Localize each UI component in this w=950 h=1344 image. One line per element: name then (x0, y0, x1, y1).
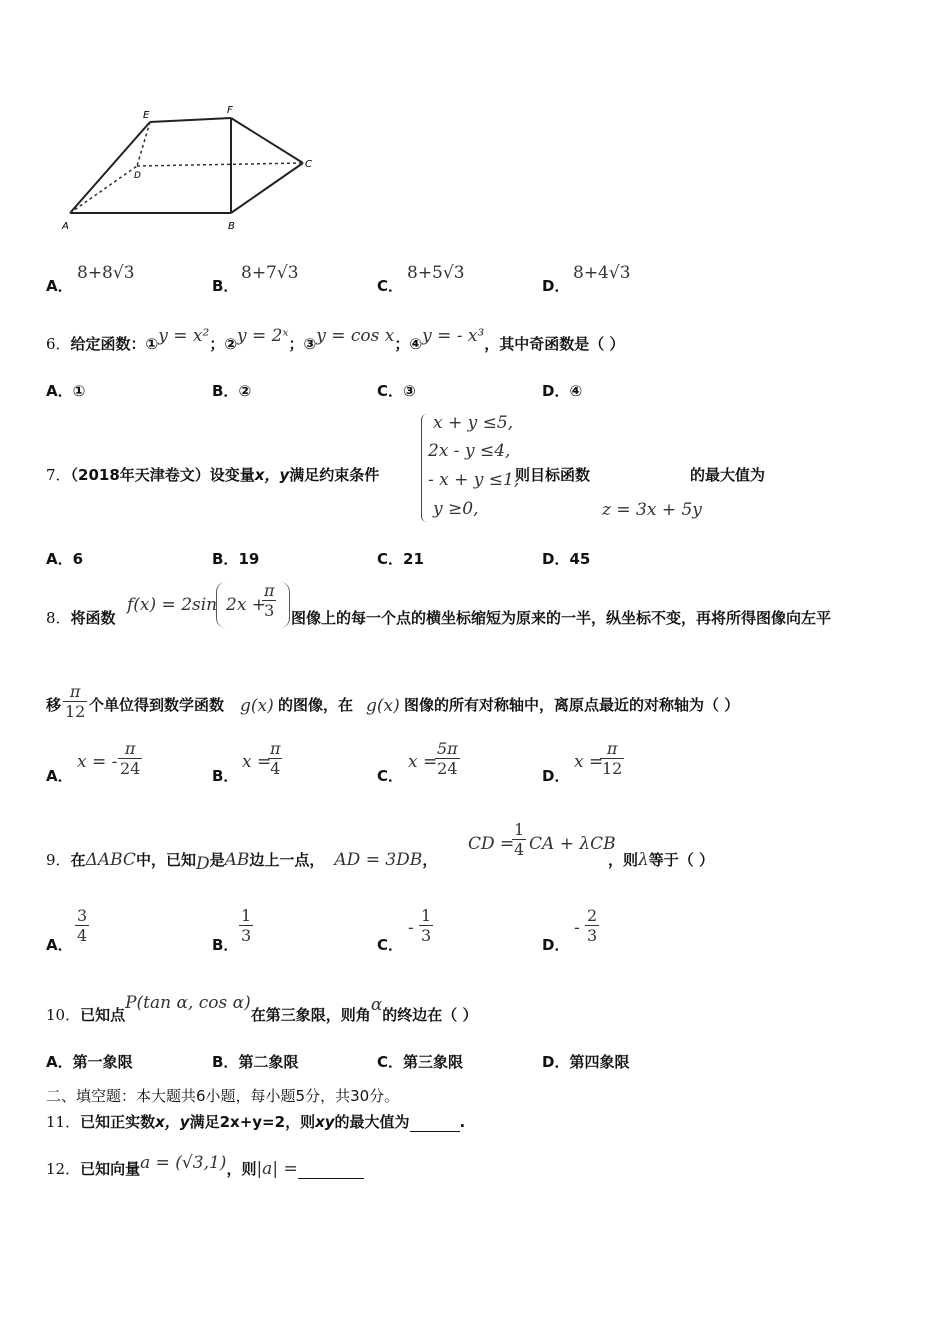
q8-option-c-frac: $\frac{5\pi}{24}$ (437, 739, 458, 778)
q12-number: 12． (46, 1160, 81, 1178)
q9-point-d: D (195, 854, 210, 874)
q6-option-a[interactable]: A．① (46, 382, 86, 400)
q6-sep-4: ；④ (394, 335, 423, 353)
q7-option-b[interactable]: B．19 (212, 550, 260, 568)
q8-option-c-letter[interactable]: C． (377, 767, 404, 785)
q5-option-c-expr: 8+5√3 (407, 263, 465, 283)
q9-text-3: 是 (209, 851, 225, 869)
question-10-stem (46, 993, 478, 1025)
q9-option-a-frac: $\frac{3}{4}$ (77, 906, 88, 945)
q11-condition: 2x+y=2 (219, 1113, 286, 1131)
q7-constraint-brace (421, 414, 428, 522)
q10-option-d[interactable]: D．第四象限 (542, 1053, 630, 1071)
q9-number: 9． (46, 851, 71, 869)
q10-option-a[interactable]: A．第一象限 (46, 1053, 133, 1071)
question-7-stem-a (46, 464, 379, 485)
q6-sep-2: ；② (209, 335, 238, 353)
q6-tail: ，其中奇函数是（ ） (484, 335, 625, 353)
figure-label-c: C (305, 159, 312, 170)
q6-option-c[interactable]: C．③ (377, 382, 416, 400)
figure-label-f: F (227, 105, 233, 116)
figure-label-e: E (143, 110, 150, 121)
figure-label-a: A (62, 221, 69, 232)
q10-option-c[interactable]: C．第三象限 (377, 1053, 464, 1071)
q9-eq-2-tail: CA + λCB (529, 834, 616, 854)
q9-text-6: 等于（ ） (648, 851, 715, 869)
q8-g-1: g(x) (240, 696, 274, 716)
q10-number: 10． (46, 1006, 81, 1024)
q11-text-2: 满足 (189, 1113, 220, 1131)
q7-text-3: 则目标函数 (515, 466, 591, 484)
q10-text-1: 已知点 (80, 1006, 126, 1024)
q8-option-d-lead: x = (574, 752, 604, 772)
q10-text-3: 的终边在（ ） (382, 1006, 478, 1024)
q7-constraint-1: x + y ≤5, (433, 413, 514, 433)
q7-constraint-3: - x + y ≤1, (428, 470, 520, 490)
q5-option-c-letter[interactable]: C． (377, 277, 404, 295)
q7-constraint-4: y ≥0, (433, 499, 479, 519)
q6-sep-3: ；③ (288, 335, 317, 353)
q8-option-b-frac: $\frac{\pi}{4}$ (270, 739, 281, 778)
q11-answer-blank[interactable] (410, 1115, 460, 1132)
q9-option-c-letter[interactable]: C． (377, 936, 404, 954)
q6-number: 6． (46, 335, 71, 353)
q9-eq-2-frac: $\frac{1}{4}$ (514, 820, 525, 859)
section-2-heading: 二、填空题：本大题共6小题，每小题5分，共30分。 (46, 1087, 400, 1105)
q9-text-2: 中，已知 (135, 851, 196, 869)
question-11-stem (46, 1111, 465, 1132)
q11-xy: xy (315, 1113, 335, 1131)
q5-option-d-expr: 8+4√3 (573, 263, 631, 283)
q10-point: P(tan α, cos α) (125, 993, 251, 1013)
q7-text-2: 满足约束条件 (289, 466, 380, 484)
q9-triangle: ΔABC (85, 850, 136, 870)
q8-shift-frac: $\frac{\pi}{12}$ (65, 682, 86, 721)
q5-option-d-letter[interactable]: D． (542, 277, 570, 295)
q7-option-a[interactable]: A．6 (46, 550, 84, 568)
q10-text-2: 在第三象限，则角 (250, 1006, 371, 1024)
q7-text-1: （2018年天津卷文）设变量 (70, 466, 255, 484)
q5-option-b-expr: 8+7√3 (241, 263, 299, 283)
q12-text-1: 已知向量 (80, 1160, 141, 1178)
question-6-stem (46, 326, 625, 354)
q7-option-d[interactable]: D．45 (542, 550, 591, 568)
q8-option-a-letter[interactable]: A． (46, 767, 73, 785)
q10-alpha: α (370, 995, 383, 1015)
q9-segment-ab: AB (224, 850, 250, 870)
q8-option-d-letter[interactable]: D． (542, 767, 570, 785)
q9-option-d-letter[interactable]: D． (542, 936, 570, 954)
q6-func-3: y = cos x (316, 326, 395, 346)
figure-polyhedron (55, 98, 325, 238)
q5-option-a-expr: 8+8√3 (77, 263, 135, 283)
q9-text-5: ，则 (608, 851, 639, 869)
q7-number: 7． (46, 466, 71, 484)
q5-option-a-letter[interactable]: A． (46, 277, 73, 295)
q11-text-1: 已知正实数 (80, 1113, 156, 1131)
q9-eq-1: AD = 3DB (334, 850, 423, 870)
q8-number: 8． (46, 609, 71, 627)
q8-option-d-frac: $\frac{\pi}{12}$ (602, 739, 623, 778)
q6-option-d[interactable]: D．④ (542, 382, 583, 400)
figure-label-d: D (134, 171, 141, 181)
q9-option-d-sign: - (574, 918, 580, 938)
q9-option-a-letter[interactable]: A． (46, 936, 73, 954)
q7-constraint-2: 2x - y ≤4, (428, 441, 511, 461)
q8-option-b-letter[interactable]: B． (212, 767, 239, 785)
q8-arg-frac: $\frac{\pi}{3}$ (264, 581, 275, 620)
q8-option-b-lead: x = (242, 752, 272, 772)
q9-option-c-frac: $\frac{1}{3}$ (421, 906, 432, 945)
q7-option-c[interactable]: C．21 (377, 550, 424, 568)
q9-option-b-letter[interactable]: B． (212, 936, 239, 954)
q7-vars: x，y (254, 466, 290, 484)
q7-objective: z = 3x + 5y (602, 500, 702, 520)
q5-option-b-letter[interactable]: B． (212, 277, 239, 295)
q6-lead: 给定函数：① (70, 335, 159, 353)
q9-option-b-frac: $\frac{1}{3}$ (241, 906, 252, 945)
q11-text-3: ，则 (285, 1113, 316, 1131)
q9-eq-2-lead: CD = (468, 834, 515, 854)
q12-text-2: ，则 (226, 1160, 257, 1178)
q6-func-1: y = x² (158, 326, 210, 346)
q8-text-2: 个单位得到数学函数 (89, 696, 225, 714)
q9-option-d-frac: $\frac{2}{3}$ (587, 906, 598, 945)
q6-func-4: y = - x³ (422, 326, 485, 346)
q6-option-b[interactable]: B．② (212, 382, 252, 400)
q11-end: . (459, 1113, 466, 1131)
q9-stem-end (608, 849, 714, 870)
q8-text-1: 图像上的每一个点的横坐标缩短为原来的一半，纵坐标不变，再将所得图像向左平 (291, 609, 832, 627)
q8-arg-lead: 2x + (226, 595, 267, 615)
q8-option-c-lead: x = (408, 752, 438, 772)
q9-text-1: 在 (70, 851, 86, 869)
q8-option-a-frac: $\frac{\pi}{24}$ (120, 739, 141, 778)
q12-magnitude: |a| = (256, 1159, 298, 1179)
question-9-stem (46, 849, 438, 874)
q9-text-4: 边上一点， (249, 851, 325, 869)
q8-option-a-lead: x = - (77, 752, 118, 772)
question-8-line-1-start (46, 607, 116, 628)
question-12-stem (46, 1153, 364, 1179)
q8-function: f(x) = 2sin (127, 595, 218, 615)
q10-option-b[interactable]: B．第二象限 (212, 1053, 299, 1071)
q11-text-4: 的最大值为 (334, 1113, 410, 1131)
q9-lambda: λ (638, 850, 649, 870)
q11-vars: x，y (155, 1113, 190, 1131)
q9-option-c-sign: - (408, 918, 414, 938)
q8-text-3: 的图像，在 (278, 696, 354, 714)
q8-g-2: g(x) (366, 696, 400, 716)
q11-number: 11． (46, 1113, 81, 1131)
q7-text-4: 的最大值为 (690, 466, 766, 484)
q8-line-2-start: 移 (46, 696, 62, 714)
q12-vector: a = (√3,1) (140, 1153, 227, 1173)
figure-label-b: B (228, 221, 235, 232)
q9-comma: ， (422, 851, 438, 869)
q12-answer-blank[interactable] (298, 1162, 364, 1179)
q8-lead: 将函数 (70, 609, 116, 627)
q6-func-2: y = 2ˣ (237, 326, 289, 346)
q8-text-4: 图像的所有对称轴中，离原点最近的对称轴为（ ） (404, 696, 740, 714)
